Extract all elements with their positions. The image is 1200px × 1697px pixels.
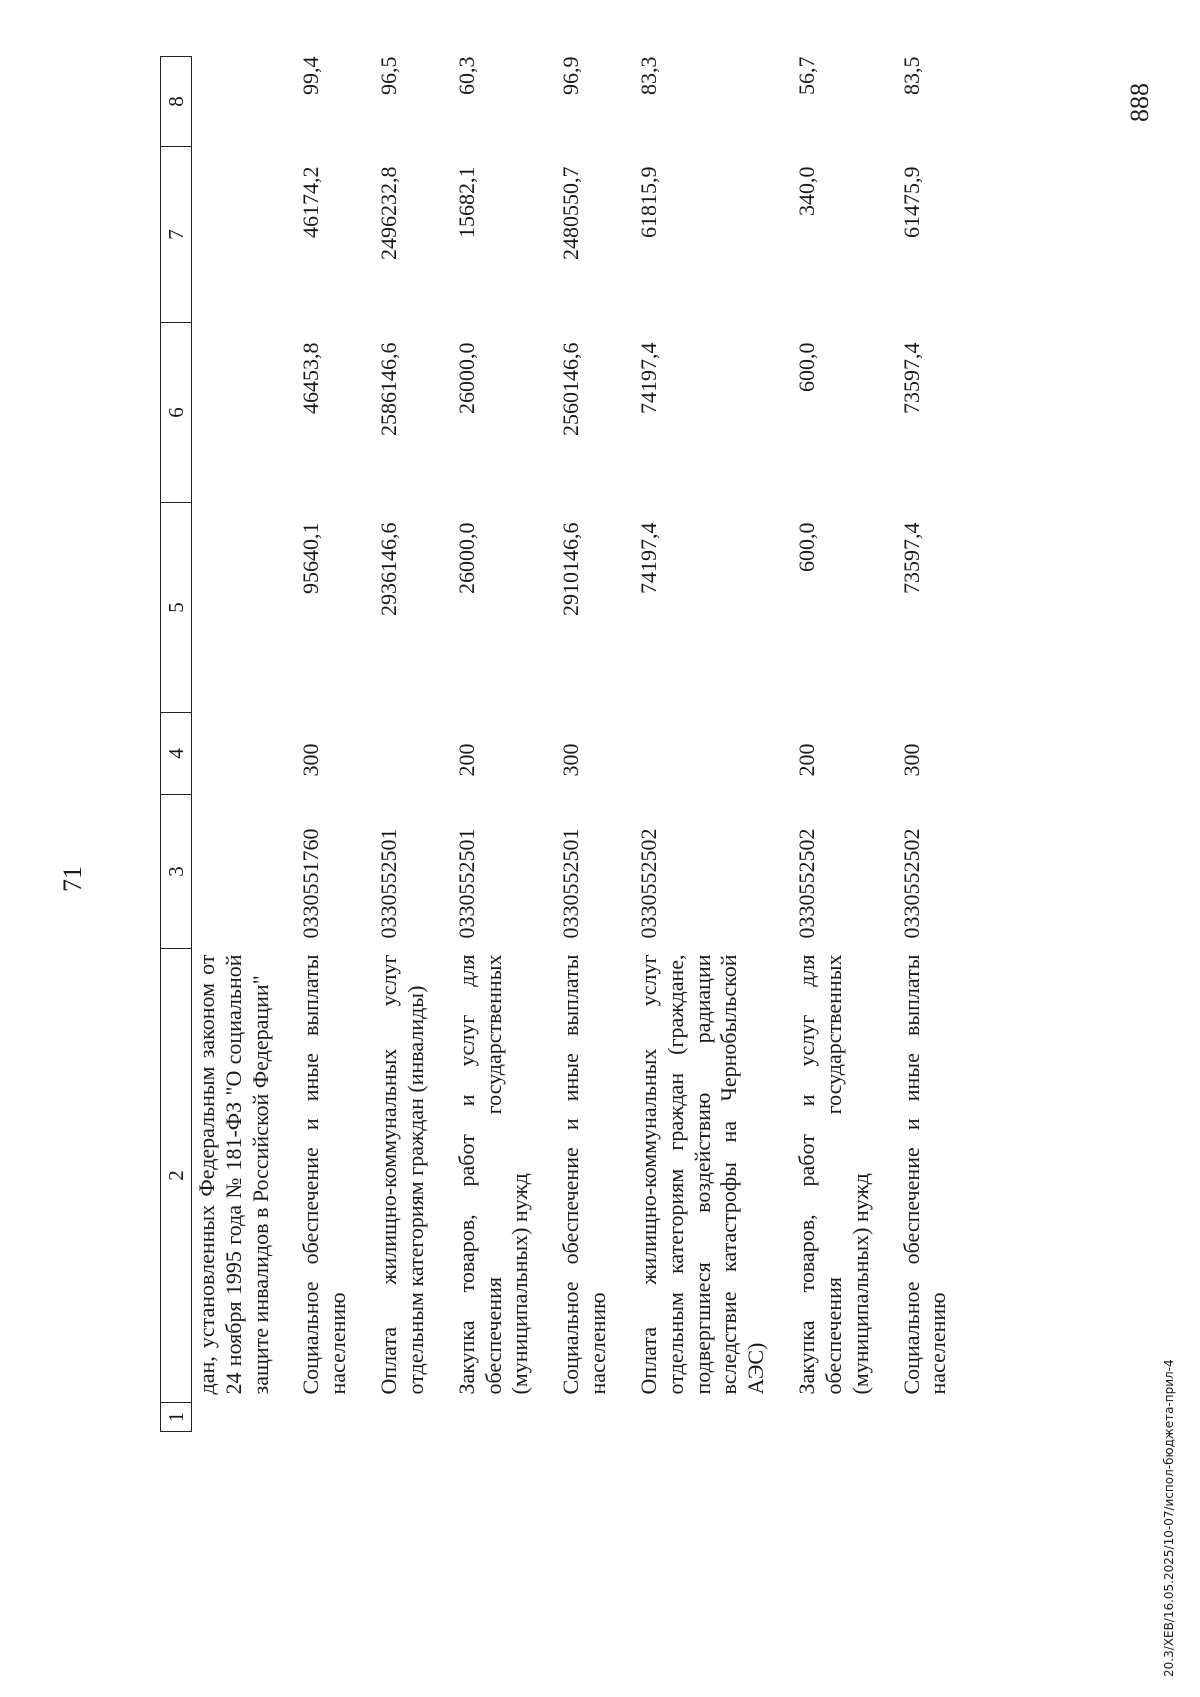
header-col-2: 2 [161, 949, 192, 1403]
cell-col8: 83,3 [635, 56, 661, 95]
cell-col8: 83,5 [898, 56, 924, 95]
cell-code: 0330552501 [558, 828, 584, 939]
table-row [192, 57, 289, 1432]
cell-col5: 26000,0 [453, 522, 479, 594]
cell-col6: 46453,8 [298, 342, 324, 414]
cell-col7: 46174,2 [298, 166, 324, 238]
cell-col6: 26000,0 [453, 342, 479, 414]
cell-col8: 60,3 [453, 56, 479, 95]
cell-col8: 96,9 [558, 56, 584, 95]
cell-description: Оплата жилищно-коммунальных услуг отдельным категориям граждан (инвалиды) [376, 954, 428, 1395]
cell-col7 [192, 147, 289, 323]
cell-col7: 2496232,8 [376, 166, 402, 260]
cell-type [626, 713, 784, 795]
header-col-5: 5 [161, 503, 192, 713]
cell-description: дан, установленных Федеральным законом от 24 ноября 1995 года № 181-ФЗ "О социальной защите инвалидов в Российской Федерации" [194, 954, 273, 1395]
cell-type [366, 713, 444, 795]
cell-col1 [444, 1403, 548, 1432]
cell-col6 [192, 323, 289, 503]
header-row [161, 57, 192, 1432]
cell-col5: 95640,1 [298, 522, 324, 594]
cell-code: 0330552501 [376, 828, 402, 939]
table-row [889, 57, 967, 1432]
cell-col1 [366, 1403, 444, 1432]
cell-code: 0330552502 [898, 828, 924, 939]
cell-col6: 73597,4 [898, 342, 924, 414]
cell-col1 [288, 1403, 366, 1432]
cell-col6: 2586146,6 [376, 342, 402, 436]
cell-type [192, 713, 289, 795]
cell-col1 [889, 1403, 967, 1432]
cell-col8: 99,4 [298, 56, 324, 95]
cell-col1 [192, 1403, 289, 1432]
cell-description: Закупка товаров, работ и услуг для обеспечения государственных (муниципальных) нужд [794, 954, 873, 1395]
cell-col6: 600,0 [794, 342, 820, 392]
cell-type: 200 [453, 743, 479, 777]
cell-col1 [784, 1403, 888, 1432]
cell-description: Социальное обеспечение и иные выплаты населению [558, 954, 611, 1395]
cell-col6: 74197,4 [635, 342, 661, 414]
budget-table [160, 56, 966, 1432]
header-col-8: 8 [161, 57, 192, 147]
cell-col5: 73597,4 [898, 522, 924, 594]
header-col-7: 7 [161, 147, 192, 323]
cell-col8: 56,7 [794, 56, 820, 95]
cell-col5 [192, 503, 289, 713]
table-row [784, 57, 888, 1432]
table-row [366, 57, 444, 1432]
cell-col1 [626, 1403, 784, 1432]
cell-col7: 61475,9 [898, 166, 924, 238]
header-col-1: 1 [161, 1403, 192, 1432]
cell-type: 300 [898, 743, 924, 777]
sheet-number: 888 [1125, 83, 1154, 122]
header-col-4: 4 [161, 713, 192, 795]
cell-col5: 74197,4 [635, 522, 661, 594]
cell-code [192, 795, 289, 949]
page-number: 71 [58, 866, 87, 892]
cell-col8: 96,5 [376, 56, 402, 95]
cell-col8 [192, 57, 289, 147]
cell-col7: 340,0 [794, 166, 820, 216]
table-row [288, 57, 366, 1432]
table-row [444, 57, 548, 1432]
cell-col7: 2480550,7 [558, 166, 584, 260]
cell-col5: 2910146,6 [558, 522, 584, 616]
header-col-3: 3 [161, 795, 192, 949]
cell-col7: 15682,1 [453, 166, 479, 238]
table-row [548, 57, 626, 1432]
cell-description: Социальное обеспечение и иные выплаты населению [298, 954, 351, 1395]
cell-col6: 2560146,6 [558, 342, 584, 436]
cell-code: 0330551760 [298, 828, 324, 939]
cell-code: 0330552501 [453, 828, 479, 939]
cell-description: Оплата жилищно-коммунальных услуг отдельным категориям граждан (граждане, подвергшиеся воздействию радиации вследствие катастрофы на Чернобыльской АЭС) [635, 954, 769, 1395]
header-col-6: 6 [161, 323, 192, 503]
cell-code: 0330552502 [794, 828, 820, 939]
cell-type: 300 [558, 743, 584, 777]
cell-code: 0330552502 [635, 828, 661, 939]
cell-description: Социальное обеспечение и иные выплаты населению [898, 954, 951, 1395]
table-row [626, 57, 784, 1432]
cell-description: Закупка товаров, работ и услуг для обеспечения государственных (муниципальных) нужд [453, 954, 533, 1395]
cell-col5: 2936146,6 [376, 522, 402, 616]
cell-type: 200 [794, 743, 820, 777]
cell-col1 [548, 1403, 626, 1432]
cell-col5: 600,0 [794, 522, 820, 572]
footer-document-code: 20.3/ХЕВ/16.05.2025/10-07/испол-бюджета-прил-4 [1162, 1359, 1176, 1677]
cell-type: 300 [298, 743, 324, 777]
cell-col7: 61815,9 [635, 166, 661, 238]
